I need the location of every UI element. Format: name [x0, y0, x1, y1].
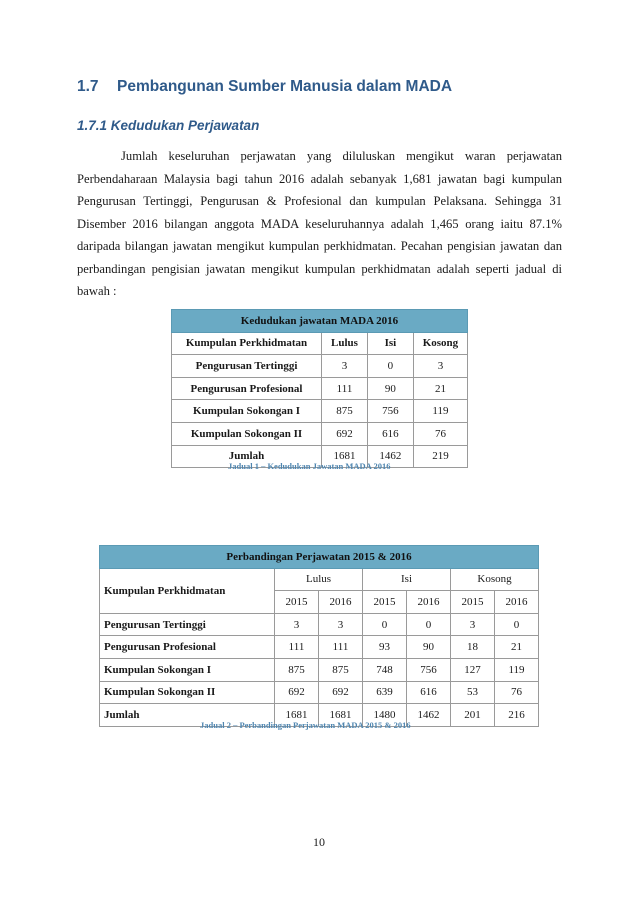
table-cell: 127 [451, 658, 495, 681]
table-cell: 76 [495, 681, 539, 704]
cell-kosong: 3 [413, 355, 467, 378]
table-row [100, 658, 539, 681]
table-cell: 692 [319, 681, 363, 704]
table-row [100, 636, 539, 659]
table-cell: 18 [451, 636, 495, 659]
table-cell: 616 [407, 681, 451, 704]
table-cell: 1462 [407, 704, 451, 727]
table-cell: 692 [275, 681, 319, 704]
cell-isi: 90 [367, 377, 413, 400]
cell-lulus: 3 [322, 355, 368, 378]
table2-group-isi: Isi [363, 568, 451, 591]
cell-lulus: 875 [322, 400, 368, 423]
row-label: Kumpulan Sokongan I [100, 658, 275, 681]
cell-lulus: 1681 [322, 445, 368, 468]
table-cell: 21 [495, 636, 539, 659]
row-label: Kumpulan Sokongan II [100, 681, 275, 704]
table2-year-header: 2016 [407, 591, 451, 614]
table-cell: 748 [363, 658, 407, 681]
cell-isi: 616 [367, 422, 413, 445]
table2-year-header: 2015 [275, 591, 319, 614]
section-title: Pembangunan Sumber Manusia dalam MADA [117, 78, 453, 95]
table-perbandingan-perjawatan [99, 545, 539, 727]
table-cell: 1681 [319, 704, 363, 727]
table-cell: 0 [407, 613, 451, 636]
table-row [100, 613, 539, 636]
row-label: Pengurusan Tertinggi [100, 613, 275, 636]
table-cell: 3 [275, 613, 319, 636]
row-label: Jumlah [100, 704, 275, 727]
section-heading [77, 78, 452, 96]
cell-kosong: 76 [413, 422, 467, 445]
row-label: Pengurusan Tertinggi [172, 355, 322, 378]
table-cell: 90 [407, 636, 451, 659]
cell-lulus: 111 [322, 377, 368, 400]
row-label: Jumlah [172, 445, 322, 468]
row-label: Pengurusan Profesional [172, 377, 322, 400]
table-cell: 756 [407, 658, 451, 681]
cell-isi: 756 [367, 400, 413, 423]
table-cell: 1480 [363, 704, 407, 727]
table-cell: 53 [451, 681, 495, 704]
table-cell: 875 [319, 658, 363, 681]
table-row [172, 355, 468, 378]
row-label: Kumpulan Sokongan II [172, 422, 322, 445]
table-row [100, 681, 539, 704]
cell-kosong: 219 [413, 445, 467, 468]
table-cell: 111 [319, 636, 363, 659]
table1-caption: Jadual 1 – Kedudukan Jawatan MADA 2016 [228, 461, 391, 471]
table-cell: 3 [319, 613, 363, 636]
table-cell: 111 [275, 636, 319, 659]
table1-header-kumpulan: Kumpulan Perkhidmatan [172, 332, 322, 355]
table2-year-header: 2015 [363, 591, 407, 614]
table-cell: 1681 [275, 704, 319, 727]
table2-header-kumpulan: Kumpulan Perkhidmatan [100, 568, 275, 613]
table-cell: 0 [363, 613, 407, 636]
body-paragraph: Jumlah keseluruhan perjawatan yang diluluskan mengikut waran perjawatan Perbendaharaan Malaysia bagi tahun 2016 adalah sebanyak 1,681 jawatan bagi kumpulan Pengurusan Tertinggi, Pengurusan & Profesional dan kumpulan Pelaksana. Sehingga 31 Disember 2016 bilangan anggota MADA keseluruhannya adalah 1,465 orang iaitu 87.1% daripada bilangan jawatan mengikut kumpulan perkhidmatan. Pecahan pengisian jawatan dan perbandingan pengisian jawatan mengikut kumpulan perkhidmatan adalah seperti jadual di bawah : [77, 149, 562, 298]
table2-group-lulus: Lulus [275, 568, 363, 591]
table-row [172, 377, 468, 400]
table-cell: 93 [363, 636, 407, 659]
table-row [172, 422, 468, 445]
cell-isi: 1462 [367, 445, 413, 468]
table-cell: 216 [495, 704, 539, 727]
table-cell: 3 [451, 613, 495, 636]
cell-kosong: 21 [413, 377, 467, 400]
table2-year-header: 2016 [319, 591, 363, 614]
section-number: 1.7 [77, 78, 99, 95]
table-cell: 201 [451, 704, 495, 727]
page-number: 10 [313, 835, 325, 849]
table1-header-isi: Isi [367, 332, 413, 355]
row-label: Pengurusan Profesional [100, 636, 275, 659]
table-cell: 119 [495, 658, 539, 681]
table1-header-lulus: Lulus [322, 332, 368, 355]
table2-title: Perbandingan Perjawatan 2015 & 2016 [100, 546, 539, 569]
table2-group-kosong: Kosong [451, 568, 539, 591]
table2-year-header: 2016 [495, 591, 539, 614]
table1-header-kosong: Kosong [413, 332, 467, 355]
table1-title: Kedudukan jawatan MADA 2016 [172, 310, 468, 333]
table-row [172, 400, 468, 423]
row-label: Kumpulan Sokongan I [172, 400, 322, 423]
cell-kosong: 119 [413, 400, 467, 423]
table-kedudukan-jawatan [171, 309, 468, 468]
table2-caption: Jadual 2 – Perbandingan Perjawatan MADA 2015 & 2016 [200, 720, 411, 730]
table-cell: 639 [363, 681, 407, 704]
cell-isi: 0 [367, 355, 413, 378]
subsection-heading: 1.7.1 Kedudukan Perjawatan [77, 118, 260, 133]
table2-year-header: 2015 [451, 591, 495, 614]
cell-lulus: 692 [322, 422, 368, 445]
table-cell: 0 [495, 613, 539, 636]
table-cell: 875 [275, 658, 319, 681]
